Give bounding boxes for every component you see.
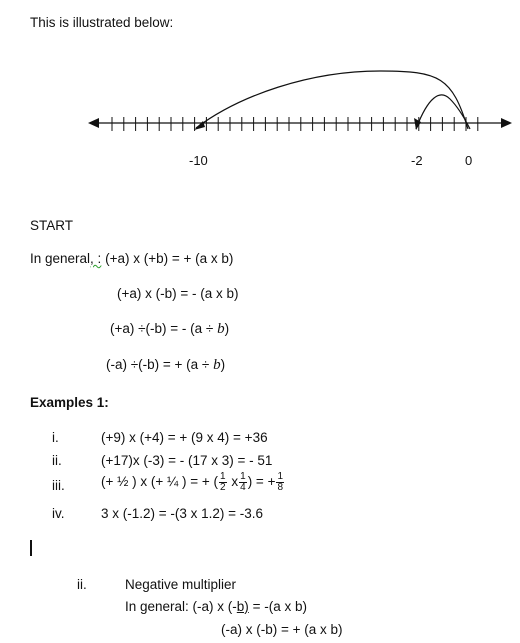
- rule-3-part-c: ): [224, 321, 230, 336]
- rule-4-part-a: (-a) ÷(-b) = + (a ÷: [106, 357, 214, 372]
- rule-1-text: (+a) x (+b) = + (a x b): [105, 251, 234, 266]
- section-2-title: Negative multiplier: [125, 577, 237, 592]
- rule-3-part-b: b: [217, 321, 225, 337]
- section-2-line-2: (-a) x (-b) = + (a x b): [221, 622, 343, 637]
- example-num: i.: [52, 430, 59, 445]
- general-rule-4: [106, 357, 225, 374]
- fraction-expr-post: ) = +: [247, 474, 276, 490]
- example-num: ii.: [52, 453, 62, 468]
- intro-text: This is illustrated below:: [30, 15, 174, 30]
- fraction-one-quarter: $\frac{1}{4}$: [240, 471, 246, 493]
- general-rule-3: [110, 321, 229, 338]
- example-num: iv.: [52, 506, 65, 521]
- fraction-one-eighth: $\frac{1}{8}$: [277, 471, 284, 493]
- rule-4-part-b: b: [213, 357, 221, 373]
- text-cursor: [30, 540, 32, 556]
- start-label: START: [30, 218, 74, 233]
- general-lead: In general: [30, 251, 91, 266]
- right-arrow-icon: [501, 118, 512, 128]
- example-text: (+17)x (-3) = - (17 x 3) = - 51: [101, 453, 273, 468]
- fraction-expr-pre: (+ ½ ) x (+ ¼ ) = + (: [101, 474, 219, 490]
- fraction-one-half: $\frac{1}{2}$: [220, 471, 226, 493]
- jump-arc-large: [196, 71, 468, 129]
- label-minus-10: -10: [189, 153, 208, 168]
- label-zero: 0: [465, 153, 473, 168]
- example-text-fractions: [101, 472, 285, 493]
- left-arrow-icon: [88, 118, 99, 128]
- section-2-general-b: b): [236, 599, 249, 614]
- general-rule-1: [30, 251, 233, 266]
- rule-3-part-a: (+a) ÷(-b) = - (a ÷: [110, 321, 218, 336]
- section-2-num: ii.: [77, 577, 87, 592]
- section-2-general-rest: = -(a x b): [248, 599, 307, 614]
- number-line-diagram: [0, 55, 520, 235]
- number-line-ticks: [112, 117, 478, 131]
- rule-4-part-c: ): [220, 357, 226, 372]
- general-rule-2: (+a) x (-b) = - (a x b): [117, 286, 239, 301]
- example-text: (+9) x (+4) = + (9 x 4) = +36: [101, 430, 268, 445]
- examples-heading: Examples 1:: [30, 395, 109, 410]
- example-num: iii.: [52, 478, 65, 493]
- section-2-general: [125, 599, 307, 614]
- example-text: 3 x (-1.2) = -(3 x 1.2) = -3.6: [101, 506, 264, 521]
- general-lead-punct: , :: [90, 251, 102, 266]
- fraction-expr-mid: x: [227, 474, 239, 490]
- label-minus-2: -2: [411, 153, 423, 168]
- section-2-general-lead: In general: (-a) x (-: [125, 599, 237, 614]
